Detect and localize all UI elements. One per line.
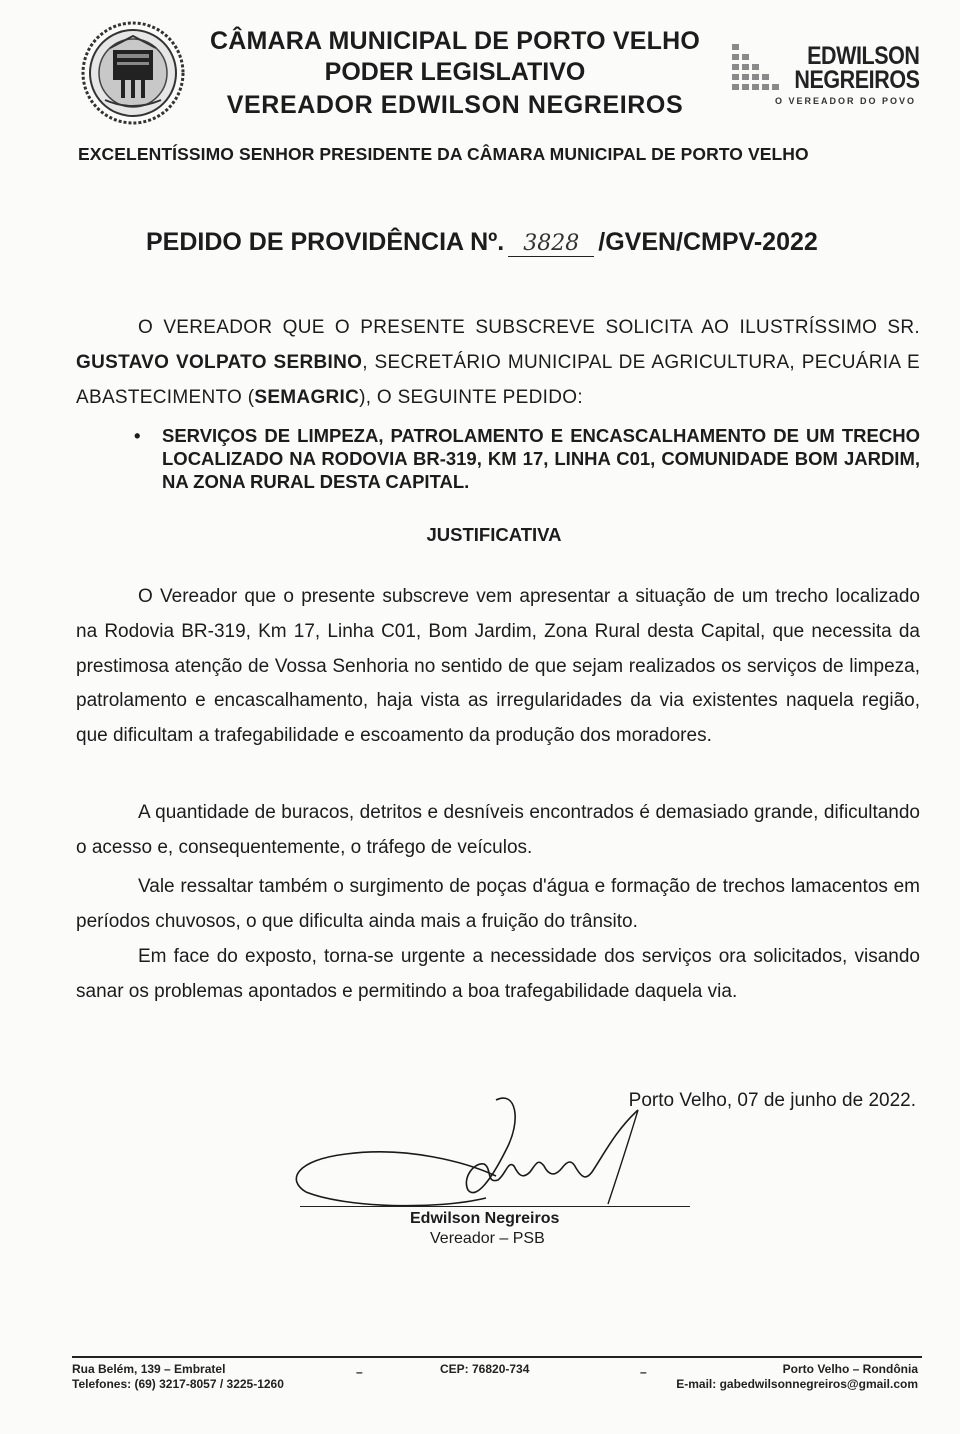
header-line-3: VEREADOR EDWILSON NEGREIROS [226, 91, 684, 119]
footer-divider [72, 1356, 922, 1358]
footer-location [676, 1362, 918, 1392]
logo-name: EDWILSON NEGREIROS [794, 42, 920, 94]
footer-phones: Telefones: (69) 3217-8057 / 3225-1260 [72, 1377, 284, 1391]
municipal-seal-icon [80, 20, 186, 126]
header-line-1: CÂMARA MUNICIPAL DE PORTO VELHO [209, 27, 700, 55]
signature-line [300, 1206, 690, 1207]
justification-paragraph: Em face do exposto, torna-se urgente a necessidade dos serviços ora solicitados, visando sanar os problemas apontados e permitindo a boa trafegabilidade daquela via. [76, 946, 920, 1002]
justification-heading: JUSTIFICATIVA [426, 524, 562, 545]
request-item-text: SERVIÇOS DE LIMPEZA, PATROLAMENTO E ENCASCALHAMENTO DE UM TRECHO LOCALIZADO NA RODOVIA BR-319, KM 17, LINHA C01, COMUNIDADE BOM JARDIM, NA ZONA RURAL DESTA CAPITAL. [162, 425, 920, 492]
signer-name: Edwilson Negreiros [410, 1210, 560, 1227]
request-number: 3828 [508, 231, 594, 257]
handwritten-signature [286, 1080, 646, 1220]
justification-paragraph: A quantidade de buracos, detritos e desníveis encontrados é demasiado grande, dificultando o acesso e, consequentemente, o tráfego de veículos. [76, 802, 920, 858]
footer-separator: – [356, 1365, 363, 1379]
edwilson-logo [728, 42, 924, 114]
secretariat-acronym: SEMAGRIC [254, 387, 360, 408]
footer-address: Rua Belém, 139 – Embratel [72, 1362, 226, 1376]
justification-paragraph: Vale ressaltar também o surgimento de poças d'água e formação de trechos lamacentos em períodos chuvosos, o que dificulta ainda mais a fruição do trânsito. [76, 876, 920, 932]
addressee: EXCELENTÍSSIMO SENHOR PRESIDENTE DA CÂMARA MUNICIPAL DE PORTO VELHO [78, 144, 809, 164]
header-line-2: PODER LEGISLATIVO [324, 58, 586, 86]
intro-paragraph: O VEREADOR QUE O PRESENTE SUBSCREVE SOLICITA AO ILUSTRÍSSIMO SR. GUSTAVO VOLPATO SERBINO, SECRETÁRIO MUNICIPAL DE AGRICULTURA, PECUÁRIA E ABASTECIMENTO (SEMAGRIC), O SEGUINTE PEDIDO: [76, 317, 920, 408]
signer-role: Vereador – PSB [430, 1230, 545, 1247]
secretary-name: GUSTAVO VOLPATO SERBINO [76, 352, 363, 373]
footer-city: Porto Velho – Rondônia [782, 1362, 918, 1376]
footer-cep: CEP: 76820-734 [440, 1362, 530, 1376]
logo-bars-icon [728, 42, 798, 102]
logo-tagline: O VEREADOR DO POVO [774, 96, 916, 106]
justification-paragraph: O Vereador que o presente subscreve vem apresentar a situação de um trecho localizado na Rodovia BR-319, Km 17, Linha C01, Bom Jardim, Zona Rural desta Capital, que necessita da prestimosa atenção de Vossa Senhoria no sentido de que sejam realizados os serviços de limpeza, patrolamento e encascalhamento, haja vista as irregularidades da via existentes naquela região, que dificultam a trafegabilidade e escoamento da produção dos moradores. [76, 586, 920, 747]
bullet-icon: • [134, 425, 141, 446]
footer-contact [72, 1362, 284, 1392]
footer-email: E-mail: gabedwilsonnegreiros@gmail.com [676, 1377, 918, 1391]
request-item [136, 424, 920, 493]
title-prefix: PEDIDO DE PROVIDÊNCIA Nº. [146, 228, 505, 256]
footer-separator: – [640, 1365, 647, 1379]
title-suffix: /GVEN/CMPV-2022 [598, 228, 818, 256]
request-title [146, 228, 818, 257]
date-line: Porto Velho, 07 de junho de 2022. [628, 1090, 916, 1111]
header-title-block [200, 26, 710, 123]
